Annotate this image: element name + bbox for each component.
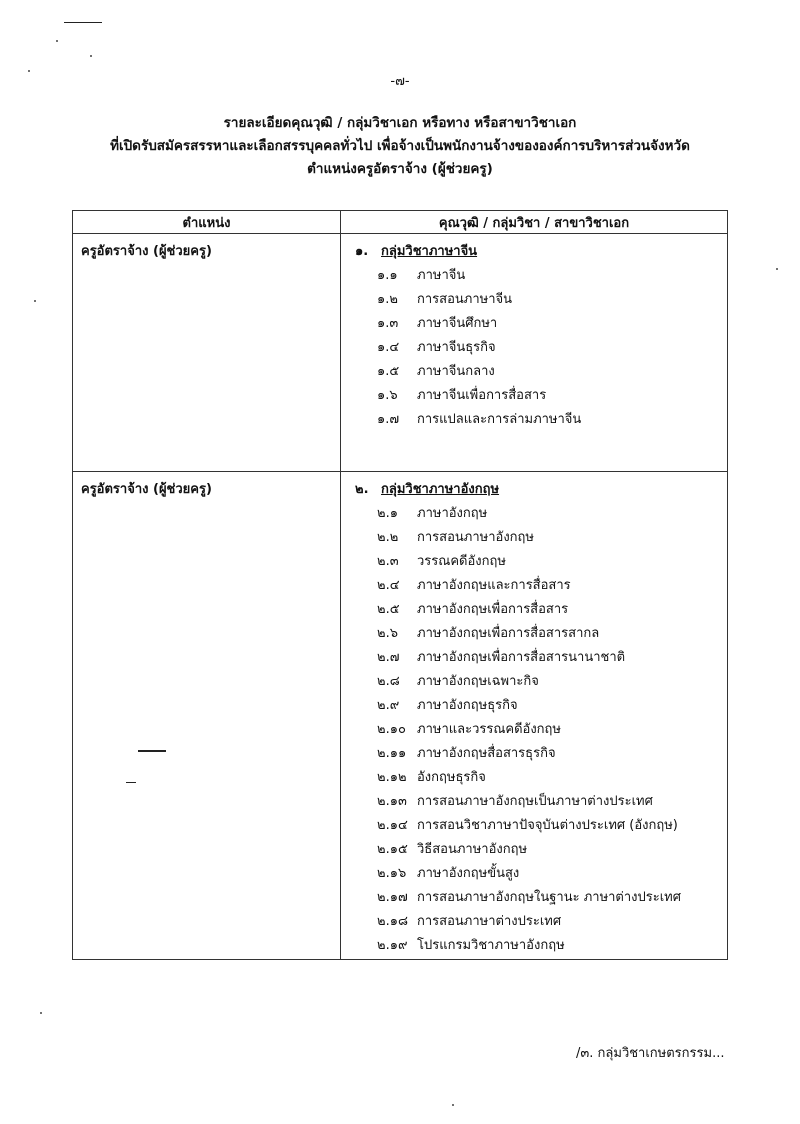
list-item: ๑.๔ ภาษาจีนธุรกิจ (377, 340, 496, 355)
qualification-table (72, 210, 728, 960)
scan-line-mark (64, 22, 102, 23)
list-item: ๒.๑๒ อังกฤษธุรกิจ (377, 770, 486, 785)
scan-dot (56, 40, 58, 42)
list-item: ๒.๔ ภาษาอังกฤษและการสื่อสาร (377, 578, 571, 593)
group-name: กลุ่มวิชาภาษาจีน (381, 244, 478, 259)
page-number: -๗- (390, 74, 410, 89)
list-item: ๒.๑๓ การสอนภาษาอังกฤษเป็นภาษาต่างประเทศ (377, 794, 653, 809)
list-item: ๒.๑๑ ภาษาอังกฤษสื่อสารธุรกิจ (377, 746, 556, 761)
position-cell: ครูอัตราจ้าง (ผู้ช่วยครู) (73, 234, 341, 472)
list-item: ๒.๙ ภาษาอังกฤษธุรกิจ (377, 698, 518, 713)
list-item: ๒.๗ ภาษาอังกฤษเพื่อการสื่อสารนานาชาติ (377, 650, 626, 665)
header-position: ตำแหน่ง (73, 211, 341, 234)
pen-mark (126, 782, 136, 783)
continuation-note: /๓. กลุ่มวิชาเกษตรกรรม... (576, 1046, 725, 1061)
title-line-3: ตำแหน่งครูอัตราจ้าง (ผู้ช่วยครู) (307, 161, 493, 177)
title-line-2: ที่เปิดรับสมัครสรรหาและเลือกสรรบุคคลทั่วไป เพื่อจ้างเป็นพนักงานจ้างขององค์การบริหารส่วนจังหวัด (110, 138, 690, 154)
document-title (0, 112, 800, 181)
group-name: กลุ่มวิชาภาษาอังกฤษ (381, 482, 500, 497)
list-item: ๒.๑๗ การสอนภาษาอังกฤษในฐานะ ภาษาต่างประเทศ (377, 890, 682, 905)
list-item: ๒.๑๖ ภาษาอังกฤษขั้นสูง (377, 866, 520, 881)
scan-dot (40, 1012, 42, 1014)
header-qualification: คุณวุฒิ / กลุ่มวิชา / สาขาวิชาเอก (341, 211, 728, 234)
title-line-1: รายละเอียดคุณวุฒิ / กลุ่มวิชาเอก หรือทาง หรือสาขาวิชาเอก (223, 115, 577, 131)
table-row (73, 472, 728, 960)
list-item: ๑.๗ การแปลและการล่ามภาษาจีน (377, 412, 582, 427)
list-item: ๒.๖ ภาษาอังกฤษเพื่อการสื่อสารสากล (377, 626, 600, 641)
list-item: ๒.๑๙ โปรแกรมวิชาภาษาอังกฤษ (377, 938, 565, 953)
list-item: ๒.๑๐ ภาษาและวรรณคดีอังกฤษ (377, 722, 561, 737)
subject-cell (341, 234, 728, 472)
list-item: ๒.๘ ภาษาอังกฤษเฉพาะกิจ (377, 674, 539, 689)
list-item: ๒.๑๘ การสอนภาษาต่างประเทศ (377, 914, 562, 929)
list-item: ๑.๒ การสอนภาษาจีน (377, 292, 513, 307)
subject-cell (341, 472, 728, 960)
scan-dot (776, 268, 778, 270)
list-item: ๑.๖ ภาษาจีนเพื่อการสื่อสาร (377, 388, 547, 403)
scan-dot (452, 1104, 454, 1106)
scan-dot (90, 55, 92, 57)
list-item: ๒.๑ ภาษาอังกฤษ (377, 506, 488, 521)
table-header-row (73, 211, 728, 234)
list-item: ๒.๑๔ การสอนวิชาภาษาปัจจุบันต่างประเทศ (อังกฤษ) (377, 818, 678, 833)
group-number: ๑. (355, 244, 369, 259)
position-cell: ครูอัตราจ้าง (ผู้ช่วยครู) (73, 472, 341, 960)
group-number: ๒. (355, 482, 369, 497)
list-item: ๑.๕ ภาษาจีนกลาง (377, 364, 495, 379)
list-item: ๑.๑ ภาษาจีน (377, 268, 466, 283)
pen-mark (138, 750, 166, 752)
list-item: ๒.๒ การสอนภาษาอังกฤษ (377, 530, 534, 545)
list-item: ๒.๑๕ วิธีสอนภาษาอังกฤษ (377, 842, 528, 857)
list-item: ๒.๕ ภาษาอังกฤษเพื่อการสื่อสาร (377, 602, 569, 617)
list-item: ๑.๓ ภาษาจีนศึกษา (377, 316, 498, 331)
scan-dot (34, 300, 36, 302)
group-heading (355, 240, 727, 264)
table-row (73, 234, 728, 472)
list-item: ๒.๓ วรรณคดีอังกฤษ (377, 554, 506, 569)
group-heading (355, 478, 727, 502)
